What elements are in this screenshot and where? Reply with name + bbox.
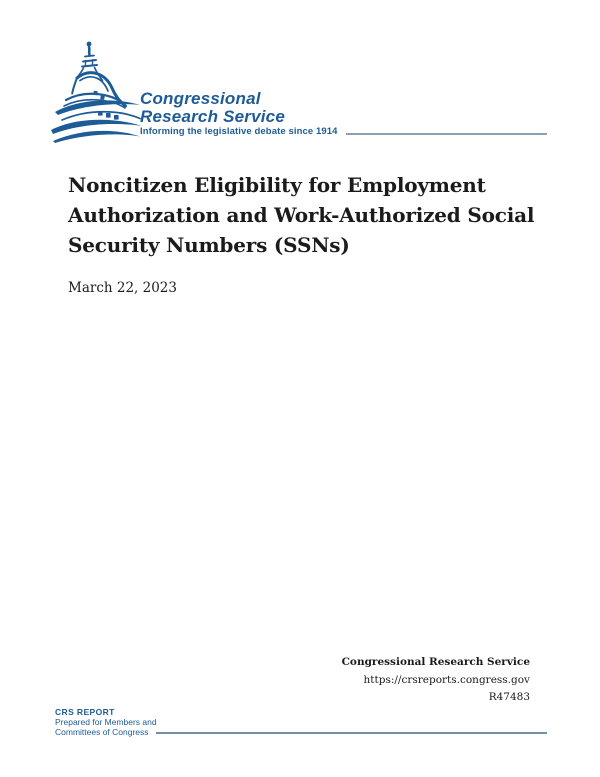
footer-report-url[interactable] [342, 672, 530, 690]
crs-prepared-line2-row [55, 727, 547, 737]
footer-rule [156, 732, 547, 734]
crs-report-label: CRS REPORT [55, 707, 115, 717]
report-title-line: Security Numbers (SSNs) [68, 233, 350, 257]
crs-prepared-line1: Prepared for Members and [55, 717, 157, 727]
logo-wordmark [140, 90, 285, 126]
report-title-line: Noncitizen Eligibility for Employment [68, 173, 486, 197]
logo-tagline-row [140, 126, 547, 137]
footer-crs-block [55, 707, 547, 737]
logo-tagline: Informing the legislative debate since 1914 [140, 126, 338, 137]
crs-prepared-line2: Committees of Congress [55, 727, 149, 737]
footer-publisher-block [342, 654, 530, 707]
logo-org-line1: Congressional [140, 89, 261, 108]
report-title [68, 170, 538, 260]
report-title-line: Authorization and Work-Authorized Social [68, 203, 535, 227]
header-rule [346, 133, 547, 135]
crsreports-link[interactable]: https://crsreports.congress.gov [363, 673, 530, 686]
footer-report-number: R47483 [488, 691, 530, 703]
logo-org-line2: Research Service [140, 107, 285, 126]
footer-publisher-name: Congressional Research Service [341, 656, 530, 668]
report-date: March 22, 2023 [68, 280, 177, 296]
